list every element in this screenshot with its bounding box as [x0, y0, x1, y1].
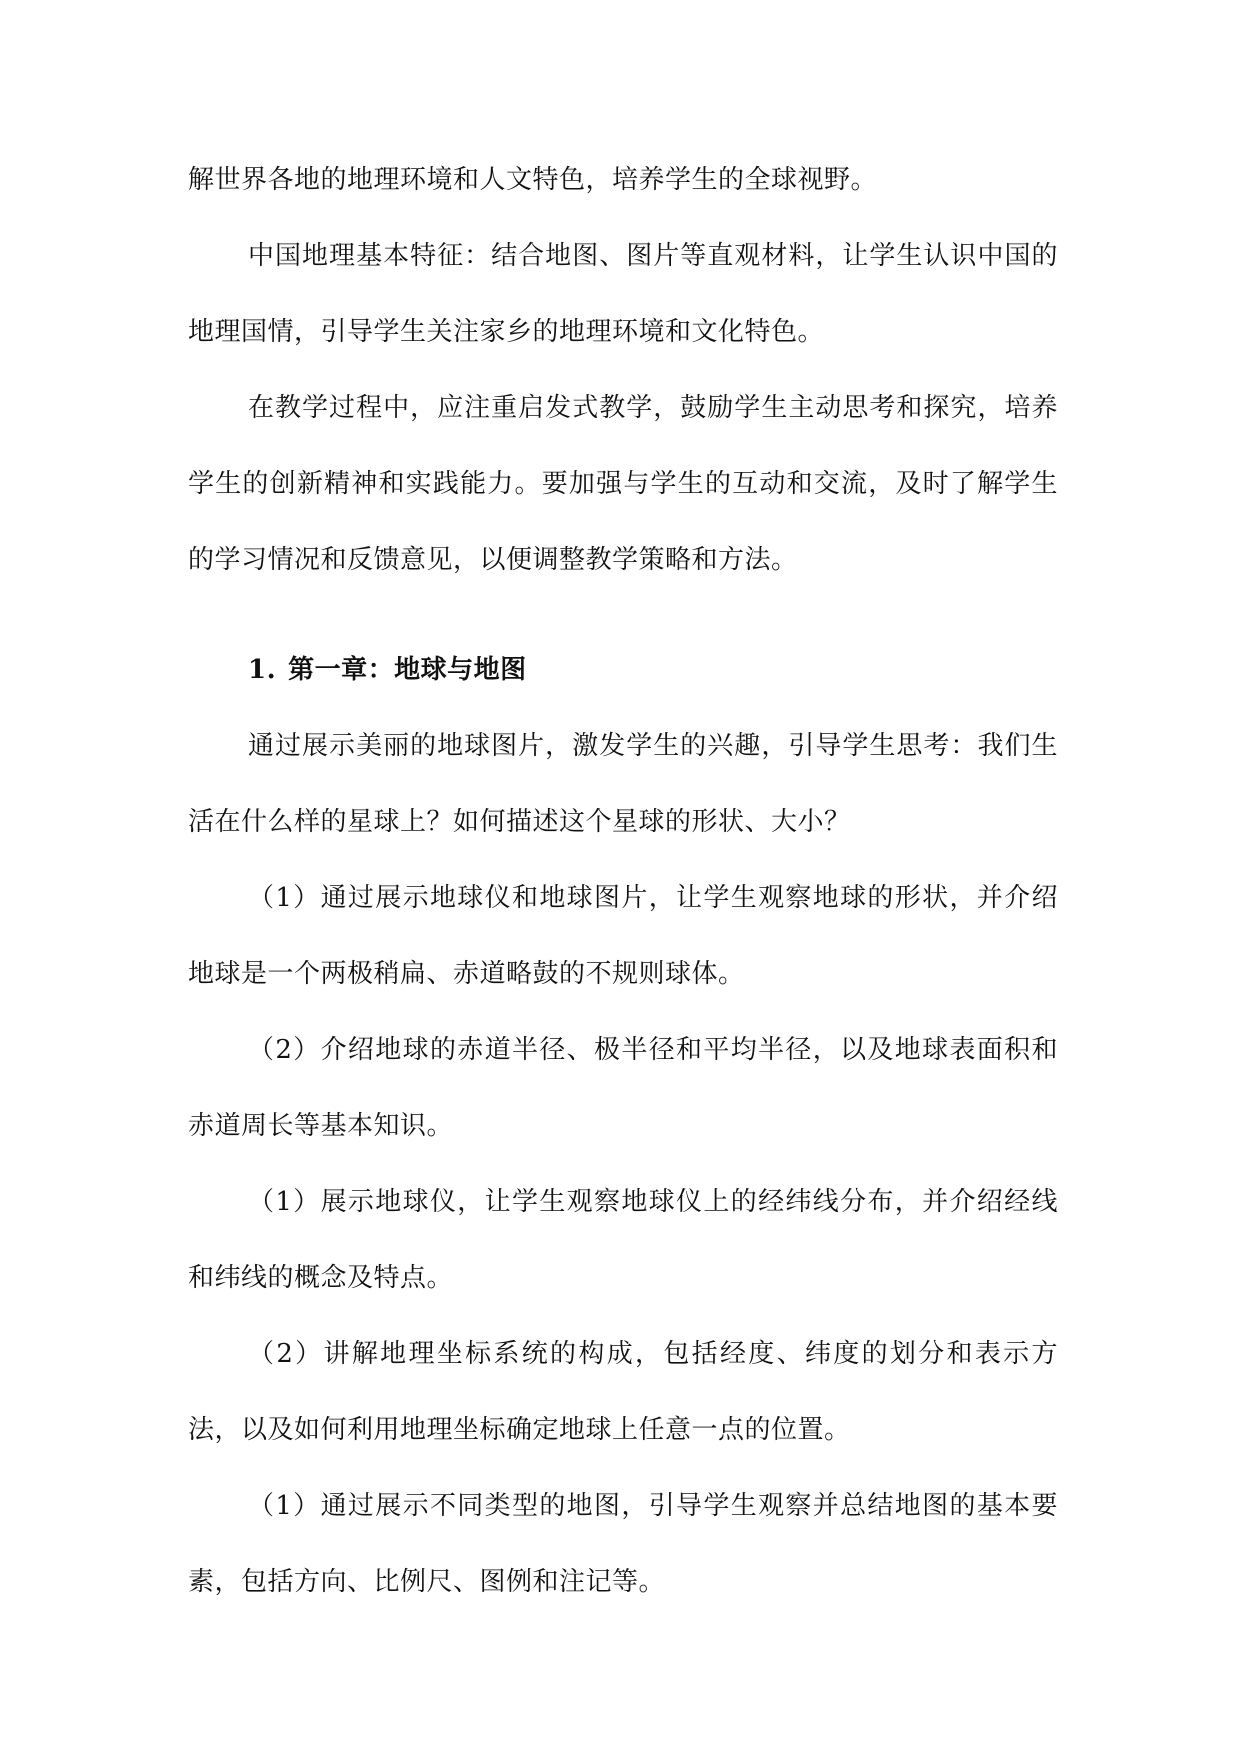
- paragraph-item: （2）讲解地理坐标系统的构成，包括经度、纬度的划分和表示方法，以及如何利用地理坐标确定地球上任意一点的位置。: [188, 1339, 1058, 1445]
- paragraph-continuation: 解世界各地的地理环境和人文特色，培养学生的全球视野。: [188, 165, 878, 195]
- paragraph-teaching-process: 在教学过程中，应注重启发式教学，鼓励学生主动思考和探究，培养学生的创新精神和实践能力。要加强与学生的互动和交流，及时了解学生的学习情况和反馈意见，以便调整教学策略和方法。: [188, 393, 1058, 575]
- chapter-heading: [188, 632, 1058, 708]
- paragraph-item: （2）介绍地球的赤道半径、极半径和平均半径，以及地球表面积和赤道周长等基本知识。: [188, 1035, 1058, 1141]
- chapter-number: 1.: [248, 655, 277, 685]
- paragraph-china-geography: 中国地理基本特征：结合地图、图片等直观材料，让学生认识中国的地理国情，引导学生关注家乡的地理环境和文化特色。: [188, 241, 1058, 347]
- document-body: [188, 142, 1058, 1620]
- chapter-title: 第一章：地球与地图: [288, 655, 527, 685]
- paragraph-intro: 通过展示美丽的地球图片，激发学生的兴趣，引导学生思考：我们生活在什么样的星球上？如何描述这个星球的形状、大小？: [188, 731, 1058, 837]
- paragraph-item: （1）通过展示地球仪和地球图片，让学生观察地球的形状，并介绍地球是一个两极稍扁、赤道略鼓的不规则球体。: [188, 883, 1058, 989]
- paragraph-item: （1）通过展示不同类型的地图，引导学生观察并总结地图的基本要素，包括方向、比例尺、图例和注记等。: [188, 1491, 1058, 1597]
- paragraph-item: （1）展示地球仪，让学生观察地球仪上的经纬线分布，并介绍经线和纬线的概念及特点。: [188, 1187, 1058, 1293]
